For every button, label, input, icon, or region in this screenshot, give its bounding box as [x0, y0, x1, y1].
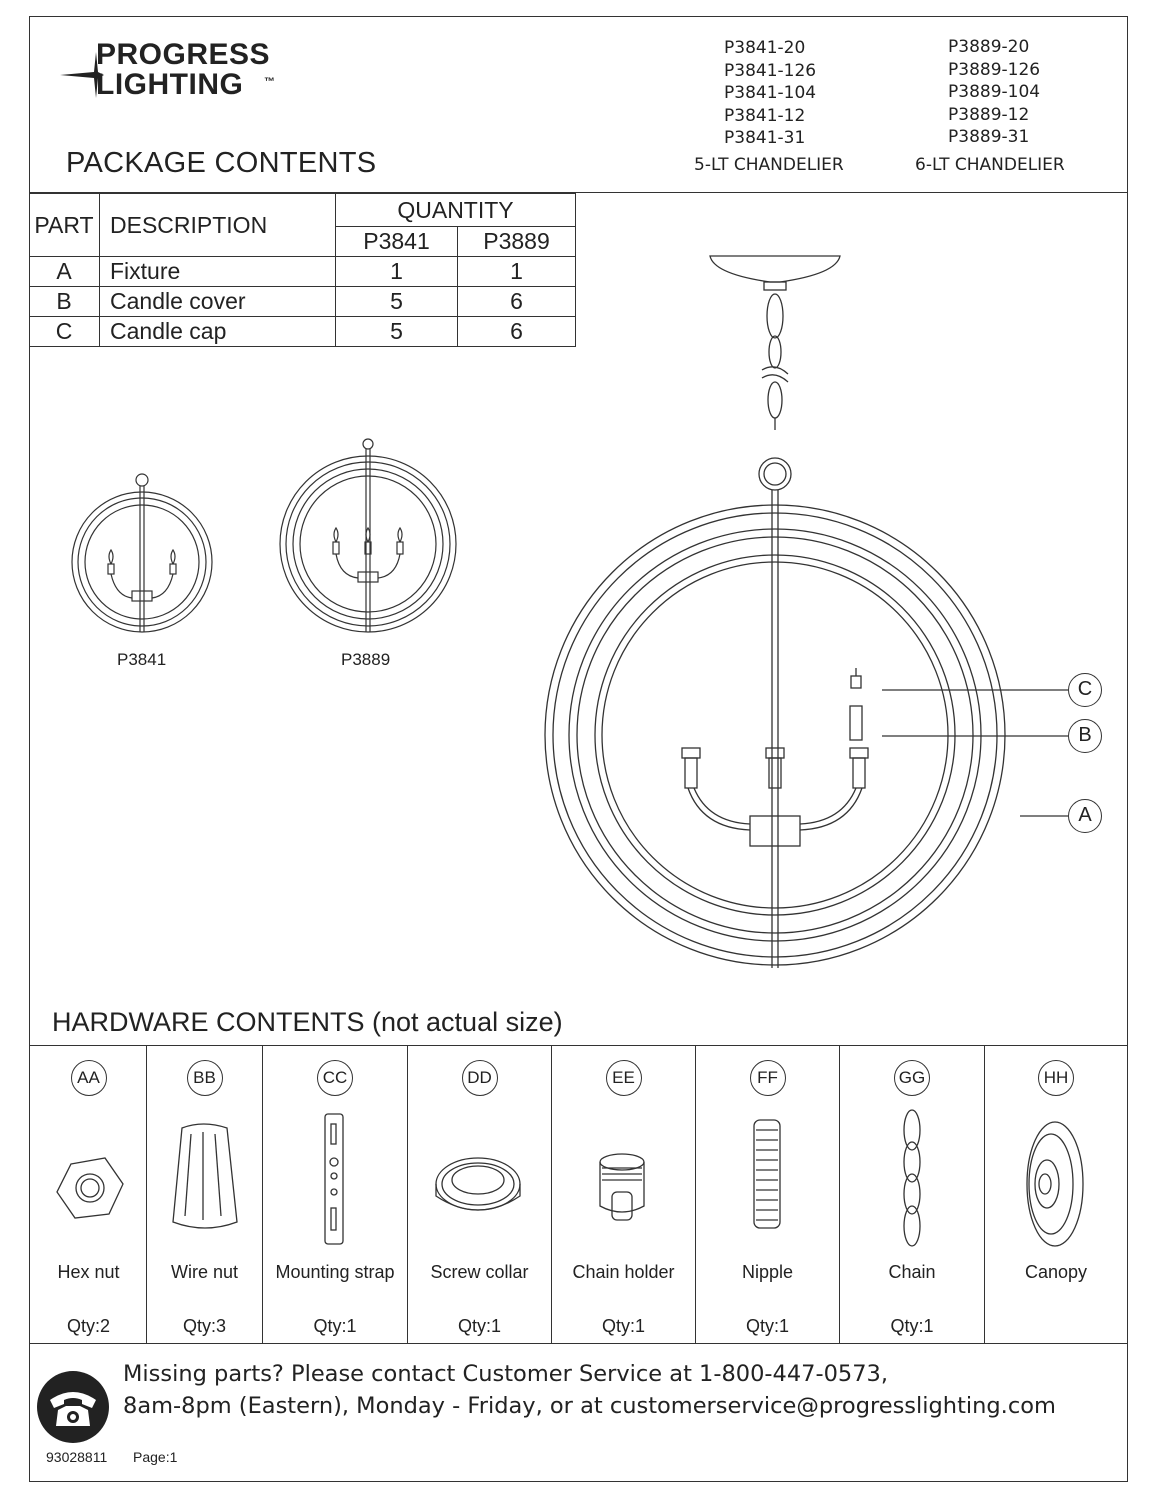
model-number: P3889-31 [948, 127, 1030, 147]
package-contents-title: PACKAGE CONTENTS [66, 147, 377, 179]
brand-tm: ™ [264, 76, 275, 88]
hardware-qty: Qty:1 [313, 1316, 357, 1336]
hardware-qty: Qty:1 [890, 1316, 934, 1336]
page-number: Page:1 [133, 1449, 178, 1465]
hardware-code: FF [750, 1060, 786, 1096]
contact-info [123, 1358, 1113, 1422]
telephone-icon [36, 1370, 110, 1444]
cell-qty2: 6 [458, 317, 576, 347]
thumbnail-caption-p3889: P3889 [341, 650, 391, 669]
contact-line-2: 8am-8pm (Eastern), Monday - Friday, or at customerservice@progresslighting.com [123, 1393, 1056, 1419]
hardware-name: Mounting strap [275, 1262, 395, 1282]
hardware-qty: Qty:1 [745, 1316, 789, 1336]
header-model-2: P3889 [458, 227, 576, 257]
hardware-qty: Qty:1 [457, 1316, 501, 1336]
cell-desc: Candle cover [100, 287, 336, 317]
model-number: P3889-20 [948, 37, 1030, 57]
hardware-item-screw-collar [408, 1046, 551, 1342]
header-part: PART [29, 194, 100, 257]
brand-line2: LIGHTING [96, 68, 244, 101]
table-row [29, 257, 576, 287]
model-list-p3841 [724, 37, 816, 150]
fixture-thumbnail-p3889 [276, 436, 460, 636]
divider [29, 1343, 1128, 1344]
cell-qty1: 1 [336, 257, 458, 287]
table-row [29, 317, 576, 347]
nipple-icon [696, 1108, 839, 1258]
header-quantity: QUANTITY [336, 194, 576, 227]
cell-part: B [29, 287, 100, 317]
hardware-code: AA [71, 1060, 107, 1096]
chain-holder-icon [552, 1108, 695, 1258]
label-5lt: 5-LT CHANDELIER [694, 155, 844, 175]
hardware-name: Wire nut [170, 1262, 239, 1282]
cell-qty1: 5 [336, 317, 458, 347]
cell-qty1: 5 [336, 287, 458, 317]
brand-line1: PROGRESS [96, 38, 271, 71]
hardware-item-mounting-strap [263, 1046, 407, 1342]
model-number: P3889-12 [948, 104, 1030, 125]
cell-part: C [29, 317, 100, 347]
chain-icon [840, 1108, 984, 1258]
model-number: P3841-126 [724, 60, 817, 81]
model-number: P3841-12 [724, 105, 806, 126]
model-number: P3889-104 [948, 82, 1041, 102]
hardware-code: HH [1038, 1060, 1074, 1096]
header-description: DESCRIPTION [100, 194, 336, 257]
parts-table [29, 193, 576, 347]
hardware-item-wire-nut [147, 1046, 262, 1342]
canopy-icon [985, 1108, 1127, 1258]
hardware-qty: Qty:3 [182, 1316, 226, 1336]
hardware-name: Nipple [741, 1262, 794, 1282]
model-number: P3841-104 [724, 83, 817, 103]
brand-logo [60, 38, 300, 108]
hardware-qty: Qty:1 [601, 1316, 645, 1336]
cell-qty2: 6 [458, 287, 576, 317]
cell-qty2: 1 [458, 257, 576, 287]
mounting-strap-icon [263, 1108, 407, 1258]
hardware-code: EE [606, 1060, 642, 1096]
hardware-item-canopy [985, 1046, 1127, 1342]
hardware-name: Chain [888, 1262, 936, 1282]
document-number: 93028811 [46, 1449, 108, 1465]
callout-b: B [1068, 719, 1102, 753]
fixture-thumbnail-p3841 [66, 470, 218, 636]
screw-collar-icon [408, 1108, 551, 1258]
cell-part: A [29, 257, 100, 287]
hardware-name: Hex nut [57, 1262, 120, 1282]
label-6lt: 6-LT CHANDELIER [915, 155, 1065, 175]
wire-nut-icon [147, 1108, 262, 1258]
model-list-p3889 [948, 36, 1040, 149]
hardware-item-hex-nut [31, 1046, 146, 1342]
callout-a: A [1068, 799, 1102, 833]
hardware-name: Canopy [1024, 1262, 1088, 1282]
hardware-contents-title: HARDWARE CONTENTS (not actual size) [52, 1007, 563, 1037]
callout-c: C [1068, 673, 1102, 707]
contact-line-1: Missing parts? Please contact Customer Service at 1-800-447-0573, [123, 1361, 889, 1387]
thumbnail-caption-p3841: P3841 [117, 650, 167, 669]
hardware-code: BB [187, 1060, 223, 1096]
hardware-item-chain-holder [552, 1046, 695, 1342]
hardware-item-nipple [696, 1046, 839, 1342]
hardware-name: Chain holder [572, 1262, 675, 1282]
hex-nut-icon [31, 1108, 146, 1258]
hardware-item-chain [840, 1046, 984, 1342]
model-number: P3889-126 [948, 59, 1041, 80]
hardware-name: Screw collar [430, 1262, 529, 1282]
cell-desc: Fixture [100, 257, 336, 287]
hardware-code: CC [317, 1060, 353, 1096]
hardware-qty: Qty:2 [66, 1316, 110, 1336]
cell-desc: Candle cap [100, 317, 336, 347]
model-number: P3841-20 [724, 38, 806, 58]
header-model-1: P3841 [336, 227, 458, 257]
hardware-code: DD [462, 1060, 498, 1096]
model-number: P3841-31 [724, 128, 806, 148]
hardware-code: GG [894, 1060, 930, 1096]
table-row [29, 287, 576, 317]
fixture-diagram [540, 248, 1100, 968]
